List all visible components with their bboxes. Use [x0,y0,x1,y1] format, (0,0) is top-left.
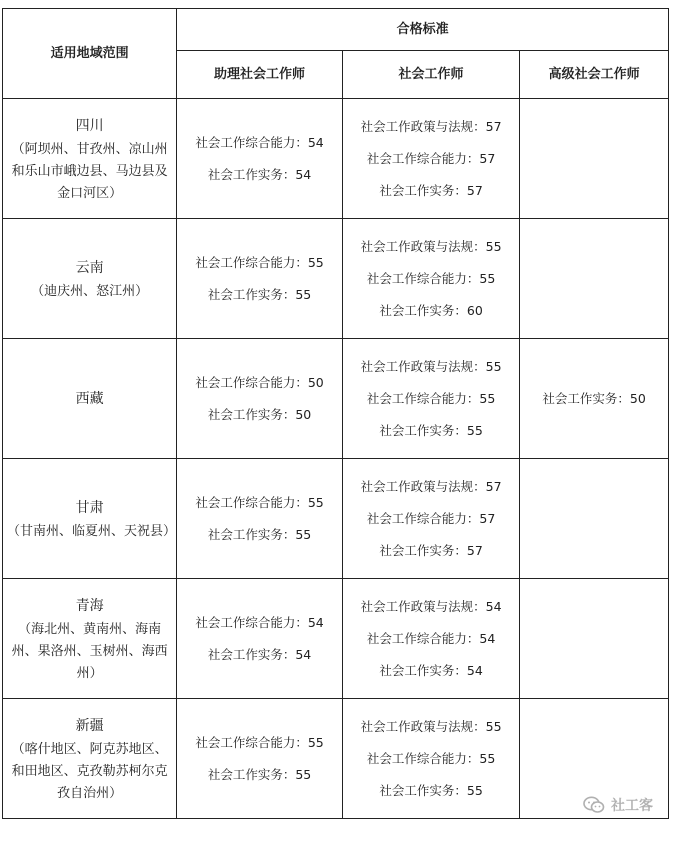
region-name: 青海 [75,597,104,614]
score-line: 社会工作政策与法规：55 [360,238,502,254]
social-worker-score-cell [342,219,519,339]
score-line: 社会工作实务：55 [207,526,312,542]
senior-score-cell [520,579,669,699]
region-note: （海北州、黄南州、海南州、果洛州、玉树州、海西州） [11,621,168,681]
table-row [3,339,669,459]
table-row [3,99,669,219]
social-worker-score-cell [342,699,519,819]
score-line: 社会工作实务：54 [379,662,483,678]
senior-score-cell [520,459,669,579]
senior-score-cell [520,99,669,219]
region-cell [3,219,177,339]
score-line: 社会工作综合能力：54 [366,630,496,646]
region-cell [3,579,177,699]
social-worker-score-cell [342,459,519,579]
region-cell [3,459,177,579]
header-social-worker: 社会工作师 [342,51,519,99]
score-line: 社会工作实务：55 [379,782,483,798]
score-line: 社会工作政策与法规：55 [360,718,502,734]
score-line: 社会工作政策与法规：54 [360,598,502,614]
region-note: （迪庆州、怒江州） [31,283,149,299]
score-line: 社会工作综合能力：57 [366,150,496,166]
score-line: 社会工作实务：57 [379,542,483,558]
score-line: 社会工作实务：57 [379,182,483,198]
score-line: 社会工作实务：60 [379,302,483,318]
social-worker-score-cell [342,339,519,459]
assistant-score-cell [177,99,343,219]
assistant-score-cell [177,339,343,459]
table-body [3,99,669,819]
region-cell [3,699,177,819]
score-line: 社会工作政策与法规：57 [360,118,502,134]
region-name: 新疆 [75,717,104,734]
social-worker-score-cell [342,99,519,219]
header-region: 适用地域范围 [3,9,177,99]
assistant-score-cell [177,579,343,699]
region-name: 西藏 [75,390,104,407]
score-line: 社会工作综合能力：50 [195,374,324,390]
watermark [583,795,653,815]
score-line: 社会工作综合能力：57 [366,510,496,526]
score-line: 社会工作实务：50 [542,390,646,406]
assistant-score-cell [177,459,343,579]
region-note: （阿坝州、甘孜州、凉山州和乐山市峨边县、马边县及金口河区） [11,141,168,201]
score-line: 社会工作实务：55 [207,286,312,302]
region-cell [3,339,177,459]
score-line: 社会工作实务：54 [207,646,312,662]
region-note: （喀什地区、阿克苏地区、和田地区、克孜勒苏柯尔克孜自治州） [11,741,168,801]
score-line: 社会工作实务：55 [207,766,312,782]
region-name: 甘肃 [75,499,104,516]
score-line: 社会工作政策与法规：55 [360,358,502,374]
score-line: 社会工作综合能力：54 [195,614,324,630]
header-assistant: 助理社会工作师 [177,51,343,99]
region-name: 四川 [75,117,104,134]
passing-score-table [2,8,669,819]
table-row [3,699,669,819]
table-row [3,459,669,579]
header-standard: 合格标准 [177,9,669,51]
score-line: 社会工作综合能力：55 [366,390,496,406]
watermark-text: 社工客 [611,798,653,814]
score-line: 社会工作实务：55 [379,422,483,438]
region-cell [3,99,177,219]
score-line: 社会工作综合能力：55 [195,494,324,510]
assistant-score-cell [177,219,343,339]
score-line: 社会工作实务：50 [207,406,312,422]
score-line: 社会工作实务：54 [207,166,312,182]
score-line: 社会工作综合能力：55 [366,750,496,766]
senior-score-cell [520,339,669,459]
score-line: 社会工作政策与法规：57 [360,478,502,494]
score-line: 社会工作综合能力：54 [195,134,324,150]
header-senior: 高级社会工作师 [520,51,669,99]
senior-score-cell [520,219,669,339]
region-name: 云南 [75,259,104,276]
table-row [3,219,669,339]
table-row [3,579,669,699]
score-line: 社会工作综合能力：55 [195,254,324,270]
score-line: 社会工作综合能力：55 [195,734,324,750]
wechat-icon [583,796,605,814]
assistant-score-cell [177,699,343,819]
region-note: （甘南州、临夏州、天祝县） [7,523,177,539]
social-worker-score-cell [342,579,519,699]
score-line: 社会工作综合能力：55 [366,270,496,286]
